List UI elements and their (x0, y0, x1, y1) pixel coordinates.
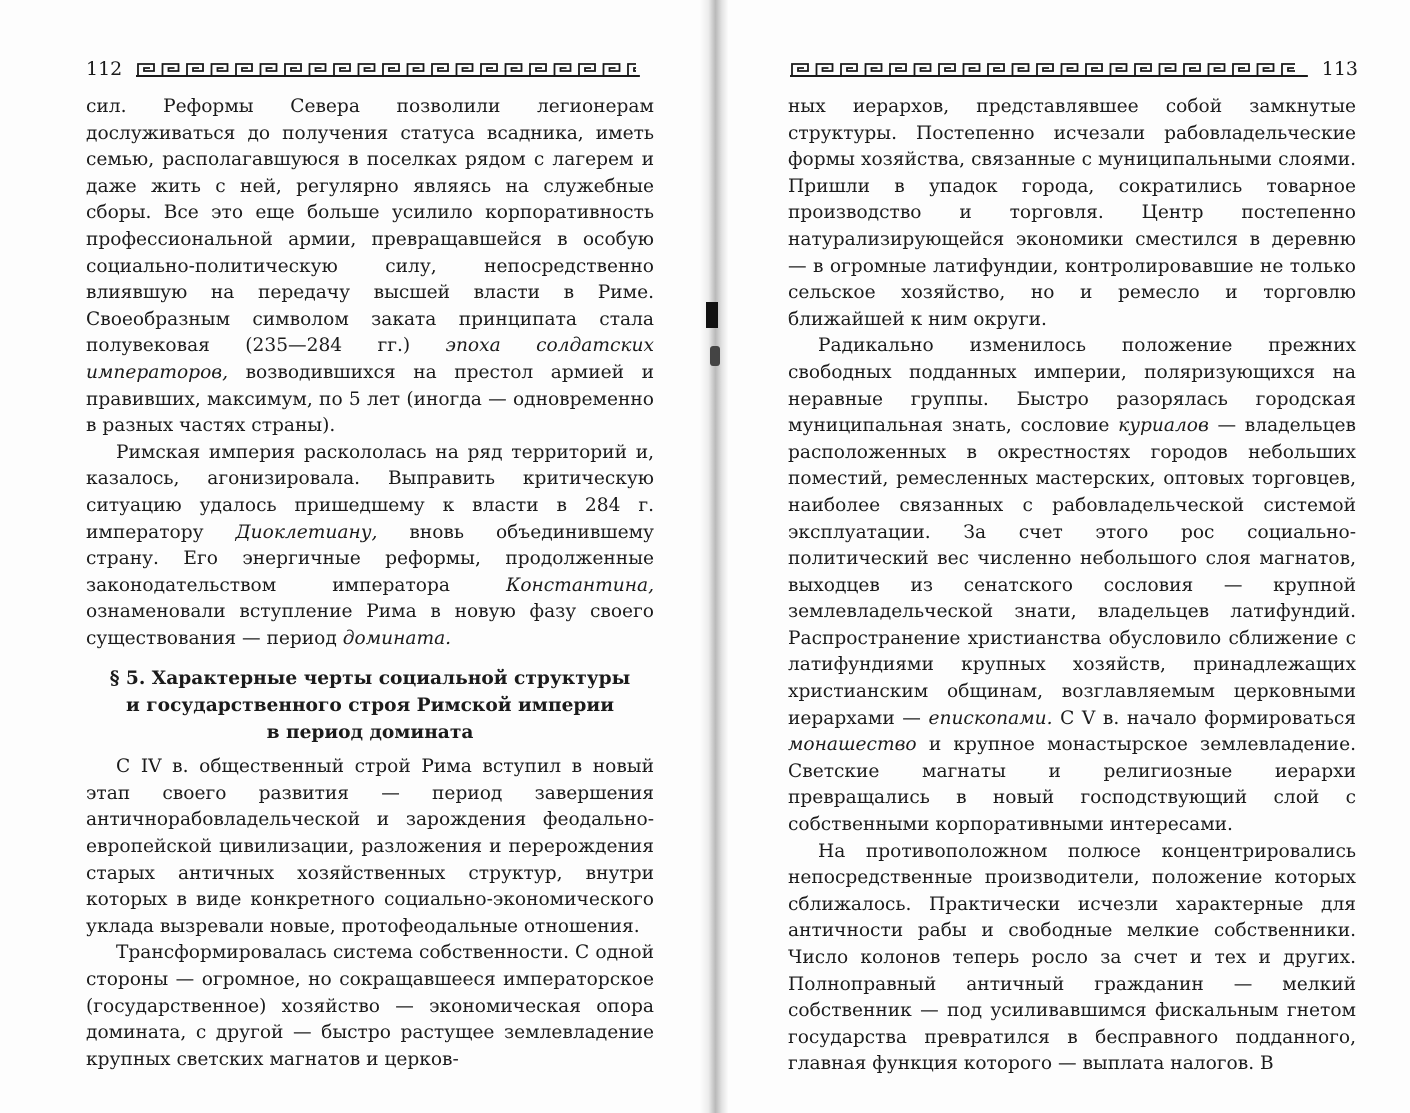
paragraph: ных иерархов, представлявшее собой замкнутые структуры. Постепенно исчезали рабовладельческие формы хозяйства, связанные с муниципальными слоями. Пришли в упадок города, сократились товарное производство и торговля. Центр постепенно натурализирующейся экономики сместился в деревню — в огромные латифундии, контролировавшие не только сельское хозяйство, но и ремесло и торговлю ближайшей к ним округи. (788, 96, 1356, 330)
paragraph: Радикально изменилось положение прежних свободных подданных империи, поляризующихся на неравные группы. Быстро разорялась городская муниципальная знать, сословие куриалов — владельцев расположенных в окрестностях городов небольших поместий, ремесленных мастерских, оптовых торговцев, наиболее связанных с рабовладельческой системой эксплуатации. За счет этого рос социально-политический вес численно небольшого слоя магнатов, выходцев из сенатского сословия — крупной землевладельческой знати, владельцев латифундий. Распространение христианства обусловило сближение с латифундиями крупных хозяйств, принадлежащих христианским общинам, возглавляемым церковными иерархами — епископами. С V в. начало формироваться монашество и крупное монастырское землевладение. Светские магнаты и религиозные иерархи превращались в новый господствующий слой с собственными корпоративными интересами. (788, 335, 1356, 836)
section-heading: § 5. Характерные черты социальной структуры и государственного строя Римской империи в период домината (109, 668, 631, 743)
paragraph: С IV в. общественный строй Рима вступил в новый этап своего развития — период завершения античнорабовладельческой и зарождения феодально-европейской цивилизации, разложения и перерождения старых античных хозяйственных структур, внутри которых в виде конкретного социально-экономического уклада вызревали новые, протофеодальные отношения. (86, 756, 654, 937)
left-page-header (86, 58, 654, 80)
binding-mark (710, 346, 720, 366)
right-page-text (788, 94, 1356, 1078)
paragraph: сил. Реформы Севера позволили легионерам дослуживаться до получения статуса всадника, иметь семью, располагавшуюся в поселках рядом с лагерем и даже жить с ней, регулярно являясь на служебные сборы. Все это еще больше усилило корпоративность профессиональной армии, превращавшейся в особую социально-политическую силу, непосредственно влиявшую на передачу высшей власти в Риме. Своеобразным символом заката принципата стала полувековая (235—284 гг.) эпоха солдатских императоров, возводившихся на престол армией и правивших, максимум, по 5 лет (иногда — одновременно в разных частях страны). (86, 96, 654, 437)
page-number-left: 112 (86, 58, 123, 80)
paragraph: Римская империя раскололась на ряд территорий и, казалось, агонизировала. Выправить критическую ситуацию удалось пришедшему к власти в 284 г. императору Диоклетиану, вновь объединившему страну. Его энергичные реформы, продолженные законодательством императора Константина, ознаменовали вступление Рима в новую фазу своего существования — период домината. (86, 441, 654, 649)
meander-ornament-icon (136, 61, 640, 77)
binding-mark (706, 302, 718, 328)
right-page-header (790, 58, 1358, 80)
page-number-right: 113 (1321, 58, 1358, 80)
paragraph: Трансформировалась система собственности. С одной стороны — огромное, но сокращавшееся императорское (государственное) хозяйство — экономическая опора домината, с другой — быстро растущее землевладение крупных светских магнатов и церков- (86, 942, 654, 1070)
meander-ornament-icon (790, 61, 1308, 77)
left-page-text (86, 94, 654, 1073)
right-page (722, 0, 1410, 1113)
paragraph: На противоположном полюсе концентрировались непосредственные производители, положение которых сближалось. Практически исчезли характерные для античности рабы и свободные мелкие собственники. Число колонов теперь росло за счет и тех и других. Полноправный античный гражданин — мелкий собственник — под усиливавшимся фискальным гнетом государства превратился в бесправного подданного, главная функция которого — выплата налогов. В (788, 840, 1356, 1075)
